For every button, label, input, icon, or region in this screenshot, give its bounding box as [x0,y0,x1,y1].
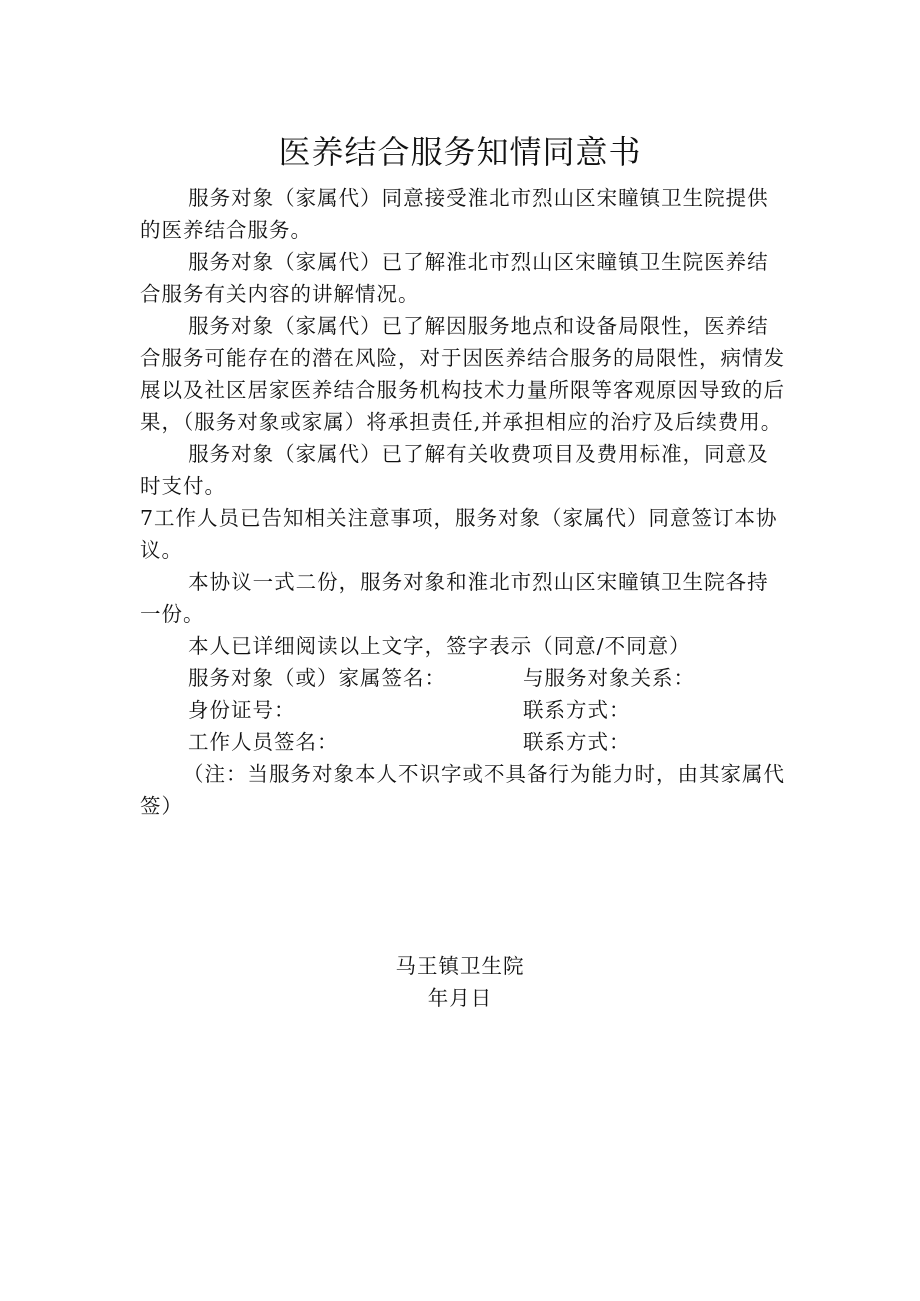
staff-contact-label: 联系方式： [523,730,631,754]
signature-row [140,726,790,758]
id-number-label: 身份证号： [188,698,296,722]
document-footer [0,950,920,1014]
relationship-label: 与服务对象关系： [523,666,695,690]
signature-row [140,694,790,726]
paragraph-risk-notice: 服务对象（家属代）已了解因服务地点和设备局限性，医养结合服务可能存在的潜在风险，对于因医养结合服务的局限性，病情发展以及社区居家医养结合服务机构技术力量所限等客观原因导致的后果，（服务对象或家属）将承担责任,并承担相应的治疗及后续费用。 [140,314,785,434]
paragraph-service-acceptance: 服务对象（家属代）同意接受淮北市烈山区宋瞳镇卫生院提供的医养结合服务。 [140,186,769,242]
organization-name: 马王镇卫生院 [395,954,525,978]
signing-date: 年月日 [427,986,493,1010]
signature-row [140,662,790,694]
paragraph-precautions: 7工作人员已告知相关注意事项，服务对象（家属代）同意签订本协议。 [140,506,778,562]
document-title: 医养结合服务知情同意书 [278,133,642,171]
paragraph-copies: 本协议一式二份，服务对象和淮北市烈山区宋瞳镇卫生院各持一份。 [140,570,769,626]
paragraph-service-explanation: 服务对象（家属代）已了解淮北市烈山区宋瞳镇卫生院医养结合服务有关内容的讲解情况。 [140,250,769,306]
staff-signature-label: 工作人员签名： [188,730,339,754]
document-body [140,182,790,822]
contact-label: 联系方式： [523,698,631,722]
paragraph-signature-statement: 本人已详细阅读以上文字，签字表示（同意/不同意） [188,634,691,658]
client-signature-label: 服务对象（或）家属签名： [188,666,446,690]
signature-note: （注：当服务对象本人不识字或不具备行为能力时，由其家属代签） [140,762,786,818]
paragraph-fees: 服务对象（家属代）已了解有关收费项目及费用标准，同意及时支付。 [140,442,769,498]
